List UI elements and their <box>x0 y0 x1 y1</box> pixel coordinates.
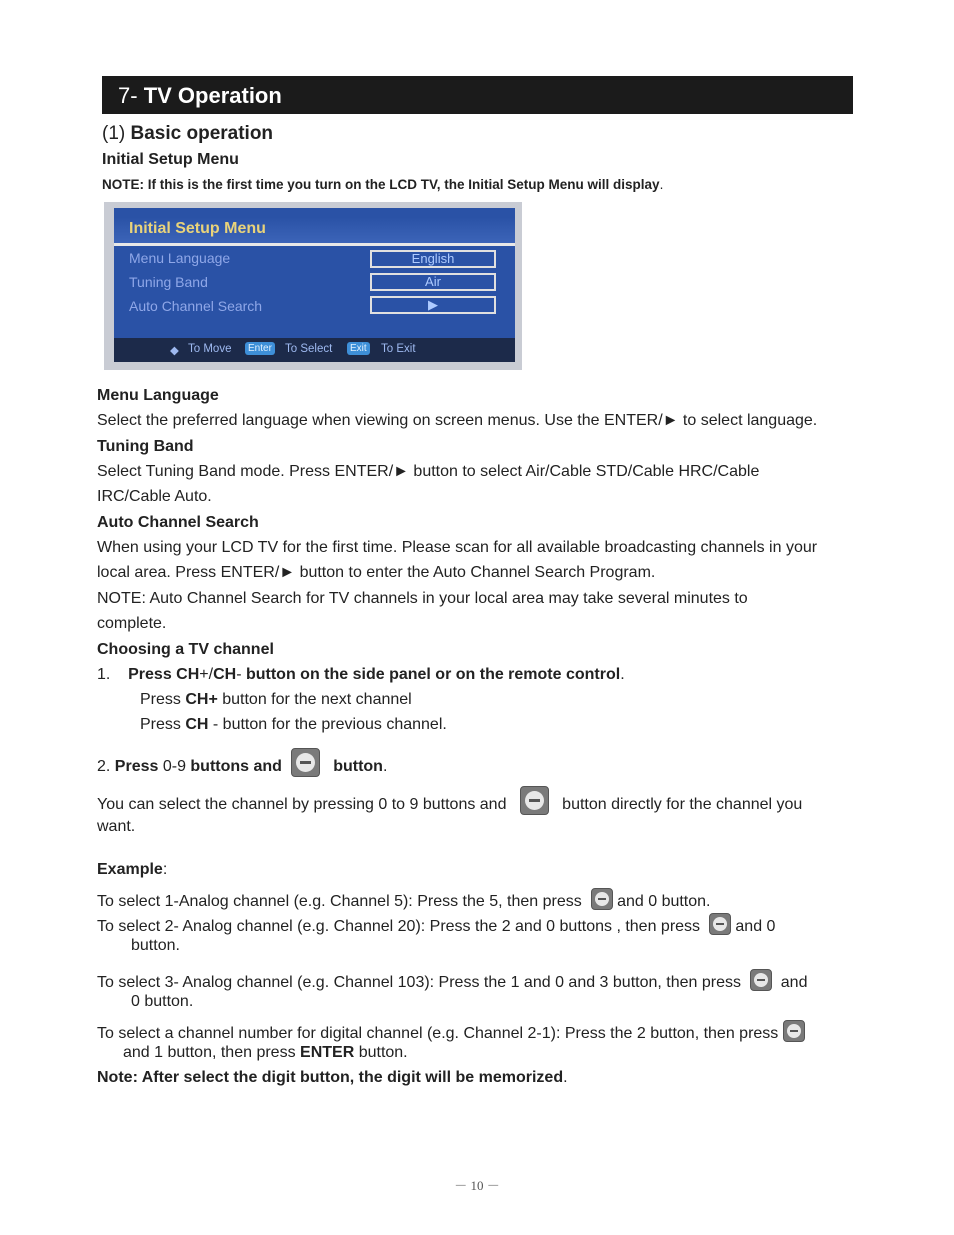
dash-button-icon <box>591 888 613 910</box>
section-number: 7- <box>118 83 144 108</box>
choosing-desc-line <box>97 786 802 815</box>
example-line <box>123 1044 408 1062</box>
top-note-text: : If this is the first time you turn on the LCD TV, the Initial Setup Menu will display <box>139 177 660 192</box>
tv-footer-exit: To Exit <box>381 343 416 355</box>
step-number: 1. <box>97 666 111 683</box>
dash-button-icon <box>709 913 731 935</box>
step-text: +/ <box>199 666 214 683</box>
step-text: button <box>333 758 383 775</box>
example-text: button. <box>354 1044 408 1061</box>
step-text: Press CH <box>128 666 200 683</box>
auto-channel-text-line: NOTE: Auto Channel Search for TV channels in your local area may take several minutes to <box>97 590 748 607</box>
subsection-title <box>102 123 273 145</box>
section-header-text <box>118 83 282 109</box>
sub-text: - button for the previous channel. <box>208 716 447 733</box>
tv-menu-footer <box>114 338 515 362</box>
example-line <box>97 888 711 911</box>
sub-text: Press <box>140 716 186 733</box>
auto-channel-heading: Auto Channel Search <box>97 514 259 531</box>
example-text: and 0 button. <box>617 893 711 910</box>
sub-text: Press <box>140 691 186 708</box>
example-text: To select 3- Analog channel (e.g. Channel 103): Press the 1 and 0 and 3 button, then press <box>97 974 741 991</box>
example-text: and 1 button, then press <box>123 1044 301 1061</box>
tuning-band-heading: Tuning Band <box>97 438 194 455</box>
auto-channel-text-line: complete. <box>97 615 167 632</box>
page-number: － 10 － <box>454 1178 500 1193</box>
step-text: CH <box>213 666 237 683</box>
tv-menu-row-label: Tuning Band <box>129 274 208 290</box>
tv-footer-move: To Move <box>188 343 232 355</box>
choosing-desc-line: want. <box>97 818 136 835</box>
example-heading-text: Example <box>97 861 163 878</box>
step-text: button on the side panel or on the remote control <box>245 666 621 683</box>
tv-menu-panel <box>114 208 515 362</box>
step-text: 2. <box>97 758 115 775</box>
menu-language-heading: Menu Language <box>97 387 219 404</box>
desc-text: button directly for the channel you <box>562 796 803 813</box>
example-text: To select a channel number for digital channel (e.g. Channel 2-1): Press the 2 button, then press <box>97 1025 779 1042</box>
step-1-sub-next <box>140 691 412 709</box>
step-text: . <box>620 666 625 683</box>
tv-menu-row-value: English <box>370 250 496 268</box>
bottom-note <box>97 1069 568 1087</box>
sub-text: CH+ <box>185 691 218 708</box>
dash-button-icon <box>750 969 772 991</box>
sub-text: CH <box>185 716 209 733</box>
choosing-step-2 <box>97 748 387 777</box>
dash-button-icon <box>520 786 549 815</box>
desc-text: You can select the channel by pressing 0 to 9 buttons and <box>97 796 507 813</box>
step-text: Press <box>114 758 159 775</box>
up-down-arrows-icon: ◆ <box>170 345 179 357</box>
step-text: - <box>236 666 246 683</box>
example-text: To select 2- Analog channel (e.g. Channel 20): Press the 2 and 0 buttons , then press <box>97 918 701 935</box>
section-title: TV Operation <box>143 83 282 108</box>
menu-language-text: Select the preferred language when viewing on screen menus. Use the ENTER/► to select language. <box>97 412 818 429</box>
example-line <box>97 969 807 992</box>
sub-text: button for the next channel <box>217 691 412 708</box>
tv-menu-screenshot <box>104 202 522 370</box>
auto-channel-text-line: local area. Press ENTER/► button to enter the Auto Channel Search Program. <box>97 564 656 581</box>
top-note-end: . <box>659 177 664 192</box>
tuning-band-text-line: IRC/Cable Auto. <box>97 488 212 505</box>
subsection-title-text: Basic operation <box>130 123 274 144</box>
tv-footer-enter-key: Enter <box>245 342 275 355</box>
example-text: To select 1-Analog channel (e.g. Channel 5): Press the 5, then press <box>97 893 582 910</box>
top-note <box>102 177 663 192</box>
dash-button-icon <box>783 1020 805 1042</box>
example-colon: : <box>162 861 168 878</box>
initial-setup-heading: Initial Setup Menu <box>102 151 239 168</box>
example-text: ENTER <box>300 1044 355 1061</box>
bottom-note-text: : After select the digit button, the digit will be memorized <box>132 1069 564 1086</box>
example-line <box>97 913 775 936</box>
example-heading <box>97 861 167 879</box>
tv-menu-row-label: Menu Language <box>129 250 231 266</box>
step-1-sub-prev <box>140 716 447 734</box>
tv-menu-title: Initial Setup Menu <box>129 220 266 237</box>
tv-footer-exit-key: Exit <box>347 342 370 355</box>
subsection-number: (1) <box>102 123 131 144</box>
example-line <box>97 1020 805 1043</box>
step-text: . <box>382 758 388 775</box>
tv-menu-title-bar <box>114 217 515 246</box>
example-text: and 0 <box>735 918 776 935</box>
tv-menu-row-value: ▶ <box>370 296 496 314</box>
auto-channel-text-line: When using your LCD TV for the first time. Please scan for all available broadcasting channels in your <box>97 539 818 556</box>
example-line: button. <box>131 937 180 954</box>
dash-button-icon <box>291 748 320 777</box>
bottom-note-end: . <box>563 1069 568 1086</box>
bottom-note-label: Note <box>97 1069 133 1086</box>
tv-menu-row-label: Auto Channel Search <box>129 298 263 314</box>
tv-footer-select: To Select <box>285 343 333 355</box>
choosing-channel-heading: Choosing a TV channel <box>97 641 274 658</box>
example-line: 0 button. <box>131 993 194 1010</box>
step-text: 0-9 <box>158 758 191 775</box>
tv-menu-row-value: Air <box>370 273 496 291</box>
step-text: buttons and <box>190 758 282 775</box>
section-header-bar <box>102 76 853 114</box>
choosing-step-1 <box>97 666 625 684</box>
top-note-label: NOTE <box>102 177 140 192</box>
tuning-band-text-line: Select Tuning Band mode. Press ENTER/► button to select Air/Cable STD/Cable HRC/Cable <box>97 463 760 480</box>
example-text: and <box>780 974 808 991</box>
